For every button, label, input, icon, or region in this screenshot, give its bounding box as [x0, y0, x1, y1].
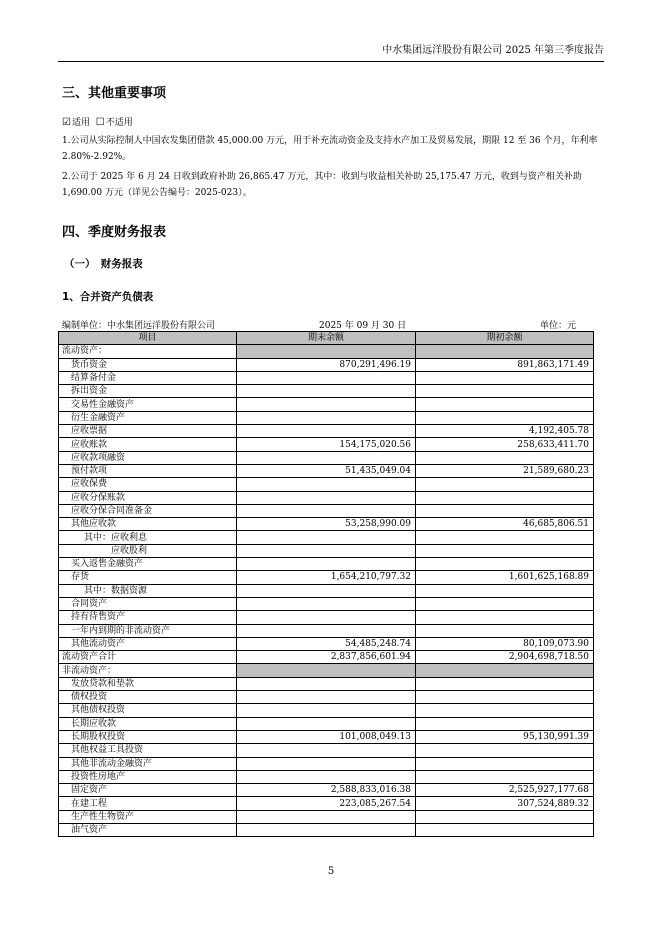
row-begin-balance	[416, 478, 594, 491]
row-begin-balance: 95,130,991.39	[416, 730, 594, 743]
section-3-title: 三、其他重要事项	[62, 86, 167, 101]
table-row	[59, 784, 594, 797]
row-item-label: 其中：数据资源	[59, 584, 237, 597]
row-item-label: 应收保费	[59, 478, 237, 491]
row-end-balance	[237, 584, 416, 597]
table-row	[59, 637, 594, 650]
row-end-balance: 53,258,990.09	[237, 518, 416, 531]
row-end-balance	[237, 810, 416, 823]
row-begin-balance: 307,524,889.32	[416, 797, 594, 810]
row-end-balance	[237, 425, 416, 438]
row-item-label: 其他流动资产	[59, 637, 237, 650]
row-begin-balance	[416, 504, 594, 517]
row-begin-balance	[416, 491, 594, 504]
row-item-label: 其他债权投资	[59, 704, 237, 717]
balance-sheet-title: 1、合并资产负债表	[62, 291, 154, 303]
row-end-balance	[237, 744, 416, 757]
row-end-balance: 870,291,496.19	[237, 358, 416, 371]
row-item-label: 存货	[59, 571, 237, 584]
row-begin-balance	[416, 371, 594, 384]
row-item-label: 债权投资	[59, 691, 237, 704]
row-item-label: 持有待售资产	[59, 611, 237, 624]
table-row	[59, 531, 594, 544]
row-end-balance	[237, 451, 416, 464]
not-applicable-label: 不适用	[105, 118, 133, 128]
row-begin-balance	[416, 810, 594, 823]
report-date: 2025 年 09 月 30 日	[319, 321, 407, 331]
row-end-balance	[237, 624, 416, 637]
row-end-balance	[237, 385, 416, 398]
table-row	[59, 810, 594, 823]
row-end-balance	[237, 398, 416, 411]
row-item-label: 固定资产	[59, 784, 237, 797]
table-row	[59, 744, 594, 757]
row-end-balance	[237, 757, 416, 770]
row-begin-balance	[416, 584, 594, 597]
table-row	[59, 584, 594, 597]
row-item-label: 其他应收款	[59, 518, 237, 531]
row-item-label: 投资性房地产	[59, 770, 237, 783]
table-row	[59, 770, 594, 783]
row-begin-balance	[416, 691, 594, 704]
row-end-balance	[237, 478, 416, 491]
row-item-label: 其他权益工具投资	[59, 744, 237, 757]
row-begin-balance	[416, 770, 594, 783]
table-row	[59, 398, 594, 411]
row-begin-balance	[416, 744, 594, 757]
row-item-label: 生产性生物资产	[59, 810, 237, 823]
table-row	[59, 451, 594, 464]
table-row	[59, 651, 594, 664]
row-item-label: 油气资产	[59, 823, 237, 836]
table-row	[59, 371, 594, 384]
row-begin-balance: 891,863,171.49	[416, 358, 594, 371]
row-item-label: 合同资产	[59, 597, 237, 610]
row-item-label: 其中：应收利息	[59, 531, 237, 544]
row-begin-balance	[416, 757, 594, 770]
unchecked-box-icon: ☐	[95, 117, 105, 128]
row-item-label: 应收股利	[59, 544, 237, 557]
row-begin-balance	[416, 624, 594, 637]
row-end-balance: 223,085,267.54	[237, 797, 416, 810]
row-end-balance	[237, 491, 416, 504]
row-end-balance: 54,485,248.74	[237, 637, 416, 650]
financial-statements-subtitle: （一） 财务报表	[64, 258, 143, 270]
row-begin-balance	[416, 704, 594, 717]
section-4-title: 四、季度财务报表	[62, 225, 167, 240]
row-end-balance: 2,588,833,016.38	[237, 784, 416, 797]
table-row	[59, 664, 594, 677]
row-begin-balance: 46,685,806.51	[416, 518, 594, 531]
row-item-label: 应收票据	[59, 425, 237, 438]
row-end-balance	[237, 597, 416, 610]
table-row	[59, 518, 594, 531]
row-item-label: 结算备付金	[59, 371, 237, 384]
row-end-balance: 101,008,049.13	[237, 730, 416, 743]
page-header: 中水集团远洋股份有限公司 2025 年第三季度报告	[58, 44, 604, 62]
row-begin-balance: 80,109,073.90	[416, 637, 594, 650]
row-begin-balance: 4,192,405.78	[416, 425, 594, 438]
table-row	[59, 425, 594, 438]
row-end-balance	[237, 411, 416, 424]
table-row	[59, 345, 594, 358]
table-meta	[62, 318, 592, 332]
checked-box-icon: ☑	[62, 117, 71, 128]
table-row	[59, 571, 594, 584]
table-row	[59, 624, 594, 637]
row-begin-balance	[416, 677, 594, 690]
column-header-item: 项目	[59, 332, 237, 345]
row-item-label: 预付款项	[59, 464, 237, 477]
row-begin-balance	[416, 717, 594, 730]
applicability-line	[62, 115, 600, 131]
row-end-balance	[237, 611, 416, 624]
row-begin-balance	[416, 664, 594, 677]
row-item-label: 在建工程	[59, 797, 237, 810]
page-number: 5	[327, 866, 335, 877]
table-row	[59, 597, 594, 610]
row-end-balance	[237, 691, 416, 704]
row-end-balance	[237, 504, 416, 517]
row-begin-balance	[416, 385, 594, 398]
row-item-label: 一年内到期的非流动资产	[59, 624, 237, 637]
table-row	[59, 544, 594, 557]
preparer-label: 编制单位：中水集团远洋股份有限公司	[62, 321, 216, 331]
table-row	[59, 385, 594, 398]
table-row	[59, 358, 594, 371]
balance-sheet-table	[58, 331, 594, 837]
row-item-label: 流动资产：	[59, 345, 237, 358]
currency-unit: 单位：元	[539, 321, 576, 331]
table-row	[59, 823, 594, 836]
table-row	[59, 677, 594, 690]
row-end-balance	[237, 558, 416, 571]
row-begin-balance	[416, 451, 594, 464]
row-end-balance	[237, 664, 416, 677]
row-item-label: 交易性金融资产	[59, 398, 237, 411]
row-begin-balance	[416, 411, 594, 424]
row-item-label: 非流动资产：	[59, 664, 237, 677]
table-row	[59, 558, 594, 571]
row-item-label: 应收分保合同准备金	[59, 504, 237, 517]
table-row	[59, 438, 594, 451]
row-begin-balance	[416, 345, 594, 358]
row-item-label: 拆出资金	[59, 385, 237, 398]
row-item-label: 发放贷款和垫款	[59, 677, 237, 690]
row-end-balance	[237, 544, 416, 557]
row-end-balance	[237, 704, 416, 717]
table-row	[59, 464, 594, 477]
row-end-balance	[237, 770, 416, 783]
column-header-end-balance: 期末余额	[237, 332, 416, 345]
row-end-balance: 2,837,856,601.94	[237, 651, 416, 664]
row-item-label: 应收账款	[59, 438, 237, 451]
row-end-balance: 51,435,049.04	[237, 464, 416, 477]
table-row	[59, 491, 594, 504]
row-begin-balance: 1,601,625,168.89	[416, 571, 594, 584]
table-row	[59, 504, 594, 517]
item-2-paragraph: 2.公司于 2025 年 6 月 24 日收到政府补助 26,865.47 万元，其中：收到与收益相关补助 25,175.47 万元，收到与资产相关补助 1,690.00 万元（详见公告编号：2025-023）。	[62, 172, 582, 198]
row-begin-balance	[416, 398, 594, 411]
table-header-row	[59, 332, 594, 345]
table-row	[59, 691, 594, 704]
row-item-label: 流动资产合计	[59, 651, 237, 664]
applicable-label: 适用	[71, 118, 90, 128]
table-row	[59, 717, 594, 730]
row-item-label: 应收款项融资	[59, 451, 237, 464]
row-begin-balance	[416, 558, 594, 571]
table-row	[59, 411, 594, 424]
row-begin-balance	[416, 597, 594, 610]
row-item-label: 衍生金融资产	[59, 411, 237, 424]
row-item-label: 货币资金	[59, 358, 237, 371]
table-row	[59, 757, 594, 770]
row-item-label: 应收分保账款	[59, 491, 237, 504]
row-item-label: 其他非流动金融资产	[59, 757, 237, 770]
table-row	[59, 478, 594, 491]
row-begin-balance	[416, 611, 594, 624]
row-end-balance	[237, 717, 416, 730]
row-item-label: 长期应收款	[59, 717, 237, 730]
row-item-label: 长期股权投资	[59, 730, 237, 743]
row-begin-balance	[416, 531, 594, 544]
row-begin-balance: 2,904,698,718.50	[416, 651, 594, 664]
row-end-balance	[237, 345, 416, 358]
table-row	[59, 797, 594, 810]
column-header-begin-balance: 期初余额	[416, 332, 594, 345]
row-end-balance: 1,654,210,797.32	[237, 571, 416, 584]
row-item-label: 买入返售金融资产	[59, 558, 237, 571]
row-begin-balance: 258,633,411.70	[416, 438, 594, 451]
row-begin-balance	[416, 823, 594, 836]
item-1-paragraph: 1.公司从实际控制人中国农发集团借款 45,000.00 万元，用于补充流动资金及支持水产加工及贸易发展，期限 12 至 36 个月，年利率 2.80%-2.92%。	[62, 136, 598, 162]
row-begin-balance	[416, 544, 594, 557]
row-begin-balance: 21,589,680.23	[416, 464, 594, 477]
row-end-balance	[237, 677, 416, 690]
row-end-balance	[237, 823, 416, 836]
table-row	[59, 611, 594, 624]
row-begin-balance: 2,525,927,177.68	[416, 784, 594, 797]
table-row	[59, 704, 594, 717]
table-row	[59, 730, 594, 743]
row-end-balance: 154,175,020.56	[237, 438, 416, 451]
row-end-balance	[237, 531, 416, 544]
row-end-balance	[237, 371, 416, 384]
